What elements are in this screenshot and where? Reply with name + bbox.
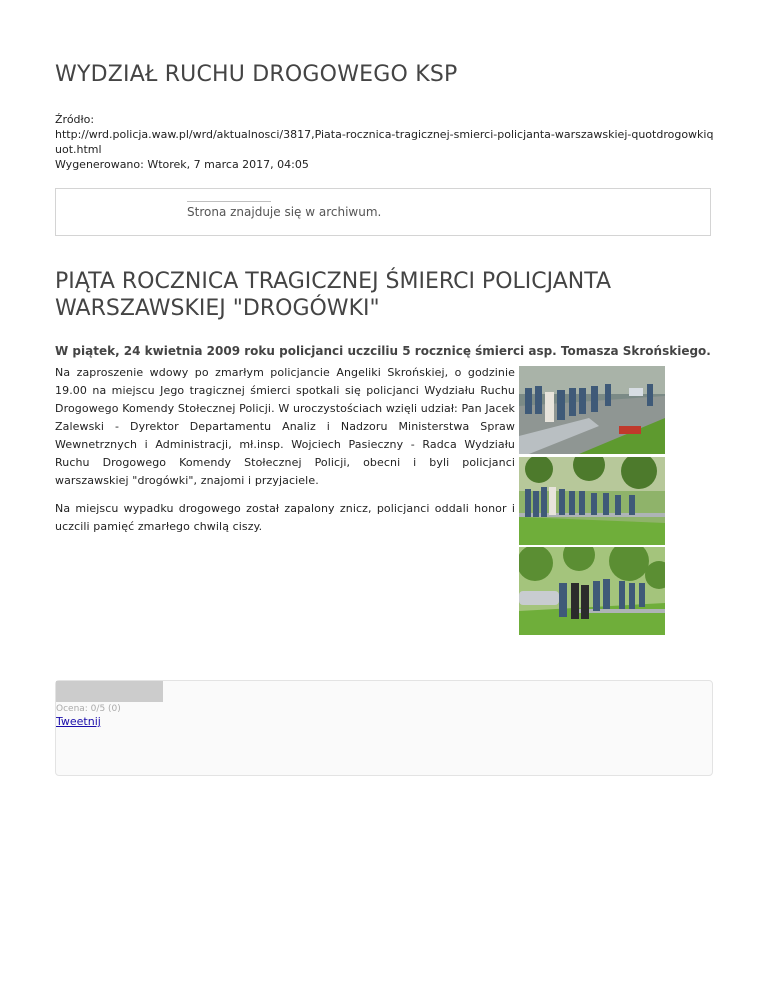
ceremony-photo-1[interactable] [519,366,665,454]
ceremony-photo-3[interactable] [519,547,665,635]
source-url: http://wrd.policja.waw.pl/wrd/aktualnosci/3817,Piata-rocznica-tragicznej-smierci-policjanta-warszawskiej-quotdrogowkiquot.html [55,128,714,156]
article-paragraph: Na zaproszenie wdowy po zmarłym policjancie Angeliki Skrońskiej, o godzinie 19.00 na miejscu Jego tragicznej śmierci spotkali się policjanci Wydziału Ruchu Drogowego Komendy Stołecznej Policji. W uroczystościach wzięli udział: Pan Jacek Zalewski - Dyrektor Departamentu Analiz i Nadzoru Ministerstwa Spraw Wewnetrznych i Administracji, mł.insp. Wojciech Pasieczny - Radca Wydziału Ruchu Drogowego Komendy Stołecznej Policji, obecni i byli policjanci warszawskiej "drogówki", znajomi i przyjaciele. [55,366,515,487]
site-title: WYDZIAŁ RUCHU DROGOWEGO KSP [55,62,458,87]
rating-text: Ocena: 0/5 (0) [56,704,121,714]
share-panel [55,680,713,776]
archive-notice-box [55,188,711,236]
archive-divider [187,201,271,202]
generated-date: Wygenerowano: Wtorek, 7 marca 2017, 04:05 [55,158,309,171]
article-title: PIĄTA ROCZNICA TRAGICZNEJ ŚMIERCI POLICJANTA WARSZAWSKIEJ "DROGÓWKI" [55,269,612,321]
source-label: Źródło: [55,113,95,126]
article-lead: W piątek, 24 kwietnia 2009 roku policjanci uczciliu 5 rocznicę śmierci asp. Tomasza Skrońskiego. [55,344,711,358]
rating-stars[interactable] [56,681,163,702]
article-paragraph: Na miejscu wypadku drogowego został zapalony znicz, policjanci oddali honor i uczcili pamięć zmarłego chwilą ciszy. [55,502,515,533]
ceremony-photo-2[interactable] [519,457,665,545]
article-body [55,364,515,546]
tweet-link[interactable]: Tweetnij [56,715,101,728]
source-meta [55,112,715,172]
archive-notice: Strona znajduje się w archiwum. [187,205,382,219]
